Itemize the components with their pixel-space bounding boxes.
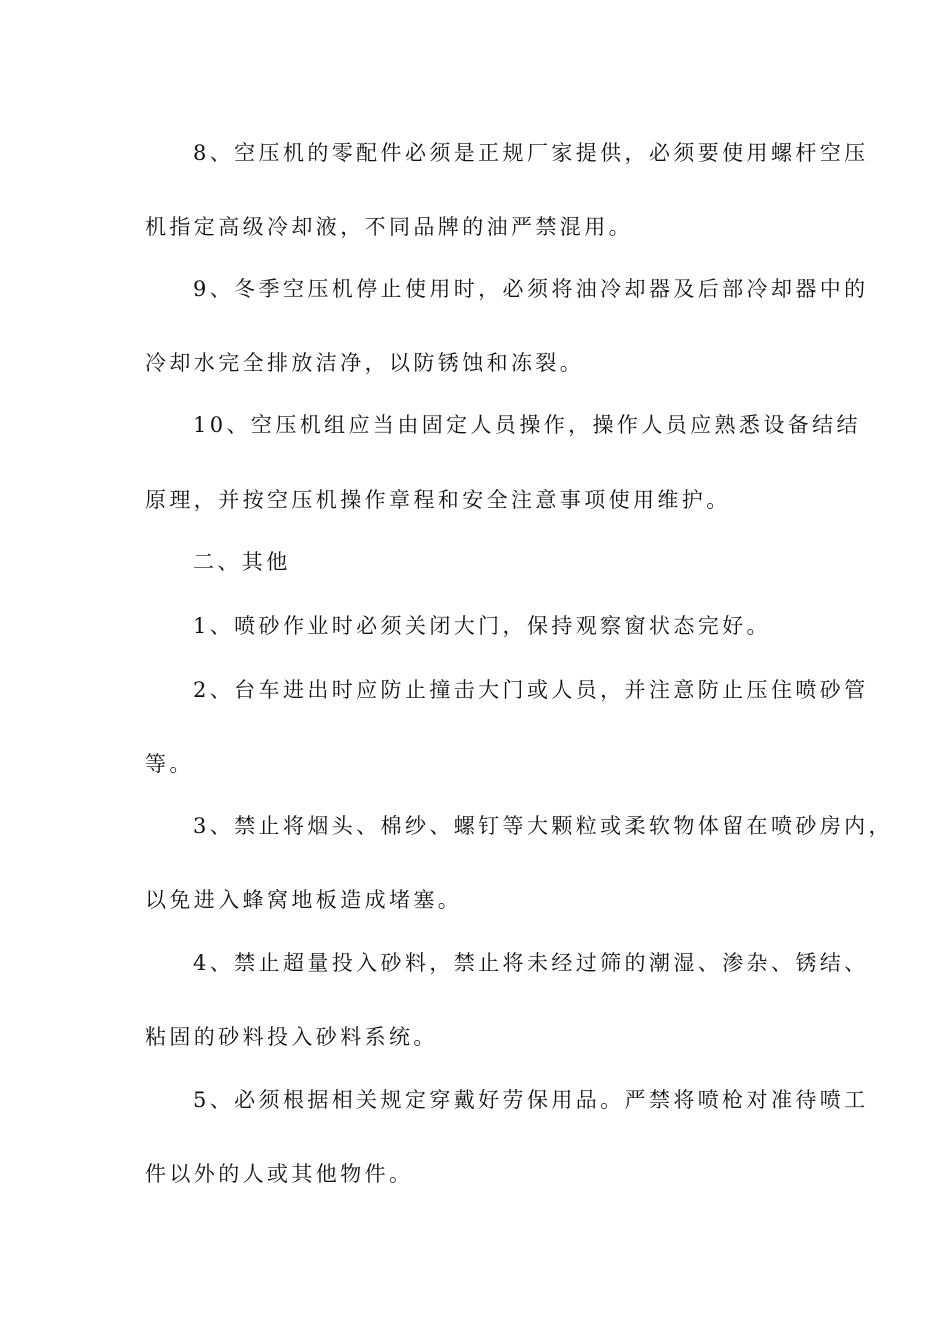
paragraph-9-line-1: 9、冬季空压机停止使用时，必须将油冷却器及后部冷却器中的: [193, 277, 869, 301]
paragraph-9-line-2: 冷却水完全排放洁净，以防锈蚀和冻裂。: [145, 351, 585, 375]
item-1-line-1: 1、喷砂作业时必须关闭大门，保持观察窗状态完好。: [193, 614, 771, 638]
paragraph-8-line-1: 8、空压机的零配件必须是正规厂家提供，必须要使用螺杆空压: [193, 141, 869, 165]
item-4-line-2: 粘固的砂料投入砂料系统。: [145, 1025, 438, 1049]
item-2-line-2: 等。: [145, 752, 194, 776]
item-2-line-1: 2、台车进出时应防止撞击大门或人员，并注意防止压住喷砂管: [193, 678, 869, 702]
item-5-line-2: 件以外的人或其他物件。: [145, 1162, 414, 1186]
paragraph-8-line-2: 机指定高级冷却液，不同品牌的油严禁混用。: [145, 215, 633, 239]
item-3-line-2: 以免进入蜂窝地板造成堵塞。: [145, 888, 463, 912]
item-4-line-1: 4、禁止超量投入砂料，禁止将未经过筛的潮湿、渗杂、锈结、: [193, 951, 869, 975]
item-5-line-1: 5、必须根据相关规定穿戴好劳保用品。严禁将喷枪对准待喷工: [193, 1088, 869, 1112]
paragraph-10-line-1: 10、空压机组应当由固定人员操作，操作人员应熟悉设备结结: [193, 413, 861, 437]
paragraph-10-line-2: 原理，并按空压机操作章程和安全注意事项使用维护。: [145, 488, 731, 512]
item-3-line-1: 3、禁止将烟头、棉纱、螺钉等大颗粒或柔软物体留在喷砂房内，: [193, 814, 893, 838]
section-heading-other: 二、其他: [193, 550, 291, 574]
